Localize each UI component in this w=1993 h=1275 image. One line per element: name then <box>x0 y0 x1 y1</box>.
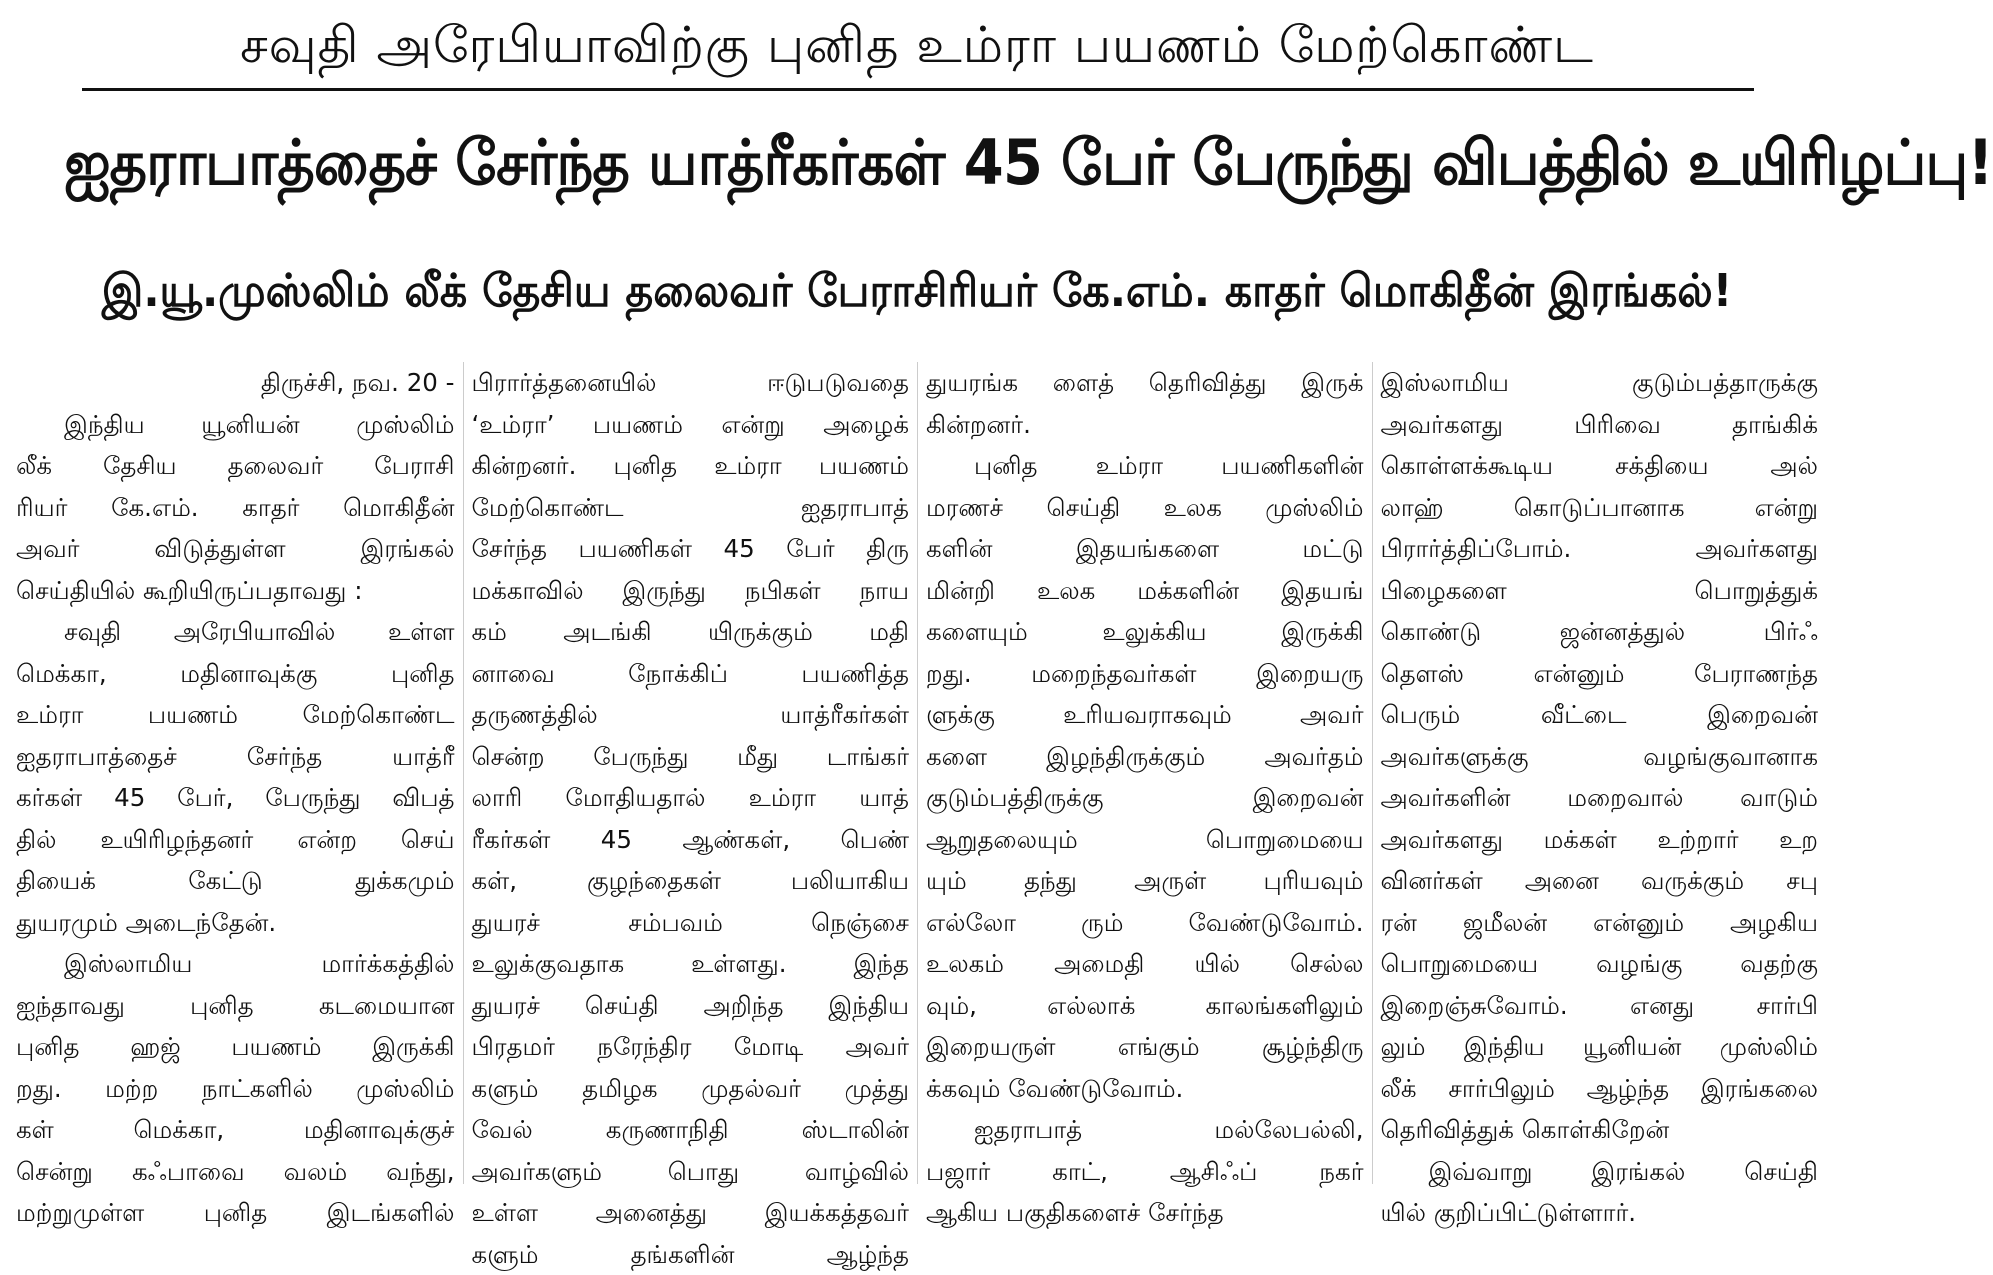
text-line: உள்ள அனைத்து இயக்கத்தவர் <box>472 1192 910 1234</box>
text-line: வேல் கருணாநிதி ஸ்டாலின் <box>472 1109 910 1151</box>
text-line: உலகம் அமைதி யில் செல்ல <box>926 943 1364 985</box>
text-line: மற்றுமுள்ள புனித இடங்களில் <box>16 1192 455 1234</box>
text-line: மெக்கா, மதினாவுக்கு புனித <box>16 653 455 695</box>
text-line: கள் மெக்கா, மதினாவுக்குச் <box>16 1109 455 1151</box>
text-line: சென்ற பேருந்து மீது டாங்கர் <box>472 736 910 778</box>
text-line: களும் தங்களின் ஆழ்ந்த <box>472 1234 910 1275</box>
subheadline: இ.யூ.முஸ்லிம் லீக் தேசிய தலைவர் பேராசிரியர் கே.எம். காதர் மொகிதீன் இரங்கல்! <box>46 255 1788 327</box>
text-line: திருச்சி, நவ. 20 - <box>16 362 455 404</box>
text-line: புனித ஹஜ் பயணம் இருக்கி <box>16 1026 455 1068</box>
text-line: கின்றனர். புனித உம்ரா பயணம் <box>472 445 910 487</box>
text-line: பிரார்த்திப்போம். அவர்களது <box>1381 528 1819 570</box>
text-line: அவர்களது மக்கள் உற்றார் உற <box>1381 819 1819 861</box>
text-line: செய்தியில் கூறியிருப்பதாவது : <box>16 570 455 612</box>
text-line: கொண்டு ஜன்னத்துல் பிர்ஃ <box>1381 611 1819 653</box>
text-line: கர்கள் 45 பேர், பேருந்து விபத் <box>16 777 455 819</box>
text-line: குடும்பத்திருக்கு இறைவன் <box>926 777 1364 819</box>
text-line: ளுக்கு உரியவராகவும் அவர் <box>926 694 1364 736</box>
text-line: மேற்கொண்ட ஐதராபாத் <box>472 487 910 529</box>
text-line: களின் இதயங்களை மட்டு <box>926 528 1364 570</box>
text-line: பஜார் காட், ஆசிஃப் நகர் <box>926 1151 1364 1193</box>
text-line: பிரதமர் நரேந்திர மோடி அவர் <box>472 1026 910 1068</box>
text-column-3 <box>917 362 1372 1184</box>
text-line: றது. மற்ற நாட்களில் முஸ்லிம் <box>16 1068 455 1110</box>
text-line: லீக் தேசிய தலைவர் பேராசி <box>16 445 455 487</box>
text-line: உம்ரா பயணம் மேற்கொண்ட <box>16 694 455 736</box>
text-line: மக்காவில் இருந்து நபிகள் நாய <box>472 570 910 612</box>
text-line: பொறுமையை வழங்கு வதற்கு <box>1381 943 1819 985</box>
text-line: களையும் உலுக்கிய இருக்கி <box>926 611 1364 653</box>
text-line: கள், குழந்தைகள் பலியாகிய <box>472 860 910 902</box>
text-line: தியைக் கேட்டு துக்கமும் <box>16 860 455 902</box>
text-line: தெரிவித்துக் கொள்கிறேன் <box>1381 1109 1819 1151</box>
text-line: அவர் விடுத்துள்ள இரங்கல் <box>16 528 455 570</box>
text-line: அவர்களின் மறைவால் வாடும் <box>1381 777 1819 819</box>
text-line: கொள்ளக்கூடிய சக்தியை அல் <box>1381 445 1819 487</box>
text-line: லாரி மோதியதால் உம்ரா யாத் <box>472 777 910 819</box>
text-column-4 <box>1372 362 1827 1184</box>
text-line: ஆறுதலையும் பொறுமையை <box>926 819 1364 861</box>
text-line: அவர்களுக்கு வழங்குவானாக <box>1381 736 1819 778</box>
text-line: பிரார்த்தனையில் ஈடுபடுவதை <box>472 362 910 404</box>
text-line: துயரச் செய்தி அறிந்த இந்திய <box>472 985 910 1027</box>
text-line: எல்லோ ரும் வேண்டுவோம். <box>926 902 1364 944</box>
text-line: வினர்கள் அனை வருக்கும் சபு <box>1381 860 1819 902</box>
text-line: மின்றி உலக மக்களின் இதயங் <box>926 570 1364 612</box>
text-line: களும் தமிழக முதல்வர் முத்து <box>472 1068 910 1110</box>
text-line: யில் குறிப்பிட்டுள்ளார். <box>1381 1192 1819 1234</box>
text-line: இஸ்லாமிய மார்க்கத்தில் <box>16 943 455 985</box>
text-line: ஐந்தாவது புனித கடமையான <box>16 985 455 1027</box>
main-headline: ஐதராபாத்தைச் சேர்ந்த யாத்ரீகர்கள் 45 பேர் பேருந்து விபத்தில் உயிரிழப்பு! <box>64 118 1770 208</box>
text-line: தருணத்தில் யாத்ரீகர்கள் <box>472 694 910 736</box>
text-line: ரன் ஜமீலன் என்னும் அழகிய <box>1381 902 1819 944</box>
text-line: க்கவும் வேண்டுவோம். <box>926 1068 1364 1110</box>
text-line: பிழைகளை பொறுத்துக் <box>1381 570 1819 612</box>
text-column-1 <box>8 362 463 1184</box>
text-line: வும், எல்லாக் காலங்களிலும் <box>926 985 1364 1027</box>
text-line: துயரமும் அடைந்தேன். <box>16 902 455 944</box>
text-line: இறையருள் எங்கும் சூழ்ந்திரு <box>926 1026 1364 1068</box>
text-line: இவ்வாறு இரங்கல் செய்தி <box>1381 1151 1819 1193</box>
text-line: தௌஸ் என்னும் பேராணந்த <box>1381 653 1819 695</box>
text-line: யும் தந்து அருள் புரியவும் <box>926 860 1364 902</box>
text-line: ஐதராபாத்தைச் சேர்ந்த யாத்ரீ <box>16 736 455 778</box>
text-line: றது. மறைந்தவர்கள் இறையரு <box>926 653 1364 695</box>
text-line: உலுக்குவதாக உள்ளது. இந்த <box>472 943 910 985</box>
text-line: துயரங்க ளைத் தெரிவித்து இருக் <box>926 362 1364 404</box>
text-line: கின்றனர். <box>926 404 1364 446</box>
text-line: லீக் சார்பிலும் ஆழ்ந்த இரங்கலை <box>1381 1068 1819 1110</box>
text-line: மரணச் செய்தி உலக முஸ்லிம் <box>926 487 1364 529</box>
text-line: னாவை நோக்கிப் பயணித்த <box>472 653 910 695</box>
text-line: லாஹ் கொடுப்பானாக என்று <box>1381 487 1819 529</box>
kicker-headline: சவுதி அரேபியாவிற்கு புனித உம்ரா பயணம் மேற்கொண்ட <box>0 14 1834 76</box>
text-line: அவர்களும் பொது வாழ்வில் <box>472 1151 910 1193</box>
text-line: ஐதராபாத் மல்லேபல்லி, <box>926 1109 1364 1151</box>
text-line: ரீகர்கள் 45 ஆண்கள், பெண் <box>472 819 910 861</box>
text-line: ‘உம்ரா’ பயணம் என்று அழைக் <box>472 404 910 446</box>
headline-rule <box>82 88 1754 91</box>
text-line: புனித உம்ரா பயணிகளின் <box>926 445 1364 487</box>
text-line: சவுதி அரேபியாவில் உள்ள <box>16 611 455 653</box>
text-line: அவர்களது பிரிவை தாங்கிக் <box>1381 404 1819 446</box>
text-line: லும் இந்திய யூனியன் முஸ்லிம் <box>1381 1026 1819 1068</box>
article-body <box>8 362 1826 1184</box>
text-line: இந்திய யூனியன் முஸ்லிம் <box>16 404 455 446</box>
text-line: சென்று கஃபாவை வலம் வந்து, <box>16 1151 455 1193</box>
text-line: துயரச் சம்பவம் நெஞ்சை <box>472 902 910 944</box>
text-line: பெரும் வீட்டை இறைவன் <box>1381 694 1819 736</box>
text-line: இஸ்லாமிய குடும்பத்தாருக்கு <box>1381 362 1819 404</box>
text-line: ஆகிய பகுதிகளைச் சேர்ந்த <box>926 1192 1364 1234</box>
text-line: களை இழந்திருக்கும் அவர்தம் <box>926 736 1364 778</box>
text-line: கம் அடங்கி யிருக்கும் மதி <box>472 611 910 653</box>
text-column-2 <box>463 362 918 1184</box>
text-line: சேர்ந்த பயணிகள் 45 பேர் திரு <box>472 528 910 570</box>
text-line: ரியர் கே.எம். காதர் மொகிதீன் <box>16 487 455 529</box>
text-line: தில் உயிரிழந்தனர் என்ற செய் <box>16 819 455 861</box>
text-line: இறைஞ்சுவோம். எனது சார்பி <box>1381 985 1819 1027</box>
